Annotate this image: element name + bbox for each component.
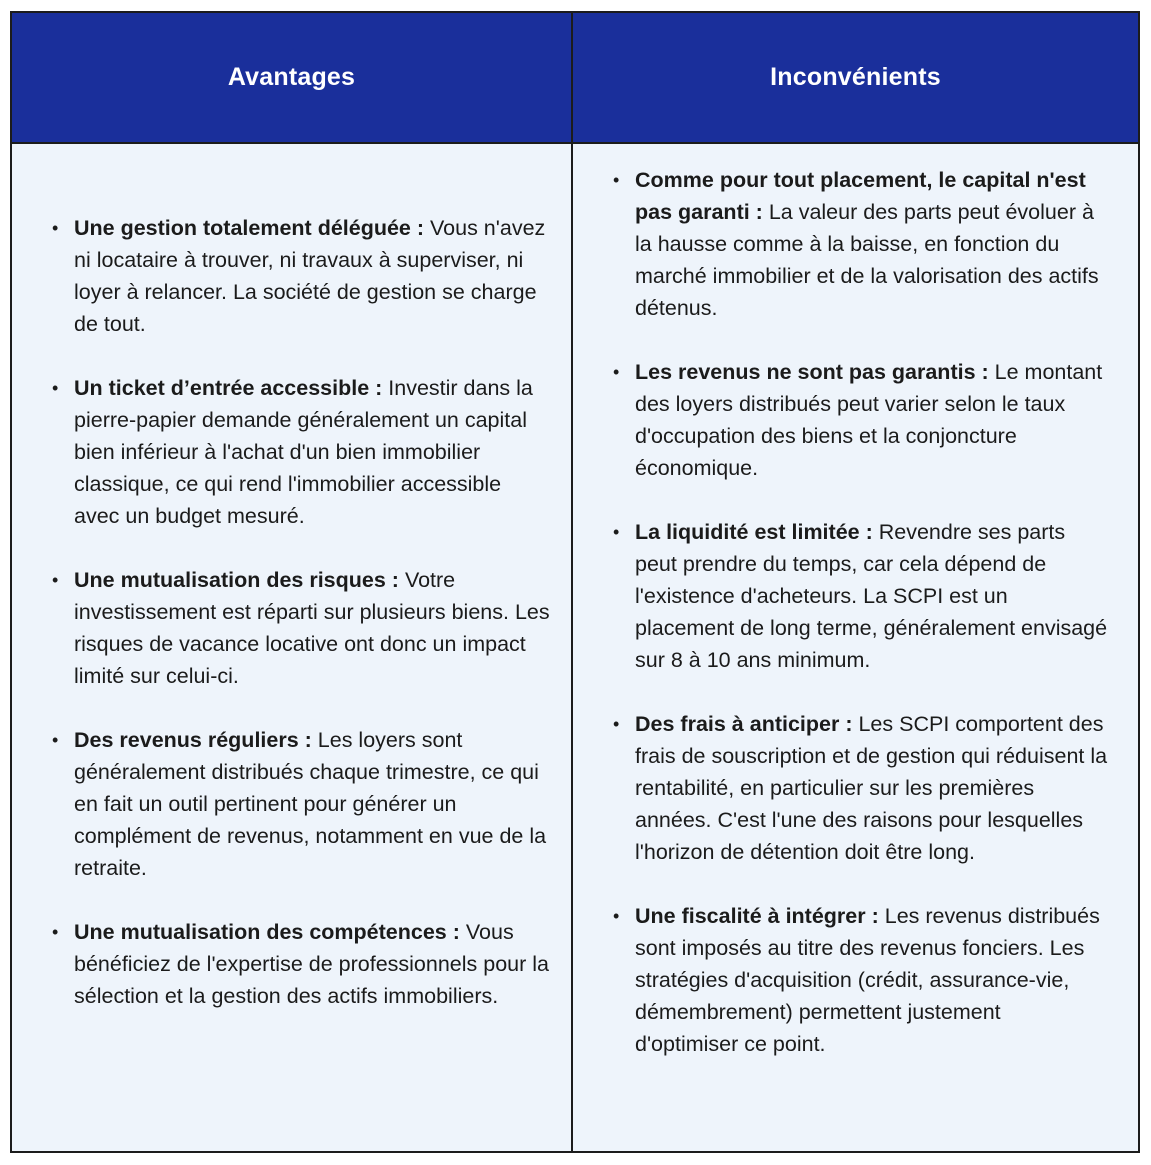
item-text: Les revenus distribués sont imposés au titre des revenus fonciers. Les stratégies d'acquisition (crédit, assurance-vie, démembrement) permettent justement d'optimiser ce point. [635,904,1100,1056]
item-title: Comme pour tout placement, le capital n'est pas garanti [635,168,1086,224]
list-item: • Un ticket d’entrée accessible : Investir dans la pierre-papier demande généralement un capital bien inférieur à l'achat d'un bien immobilier classique, ce qui rend l'immobilier accessible avec un budget mesuré. [52,372,551,532]
bullet-icon: • [613,362,620,382]
item-title: Une mutualisation des compétences [74,920,447,944]
bullet-icon: • [613,522,620,542]
bullet-icon: • [613,714,620,734]
list-item: • Une mutualisation des risques : Votre investissement est réparti sur plusieurs biens. Les risques de vacance locative ont donc un impact limité sur celui-ci. [52,564,551,692]
bullet-icon: • [52,922,59,942]
item-text: Le montant des loyers distribués peut varier selon le taux d'occupation des biens et la conjoncture économique. [635,360,1103,480]
item-text: Vous bénéficiez de l'expertise de professionnels pour la sélection et la gestion des actifs immobiliers. [74,920,550,1008]
item-text: Vous n'avez ni locataire à trouver, ni travaux à superviser, ni loyer à relancer. La société de gestion se charge de tout. [74,216,546,336]
bullet-icon: • [52,218,59,238]
comparison-table [10,11,1140,1153]
bullet-icon: • [52,730,59,750]
item-text: La valeur des parts peut évoluer à la hausse comme à la baisse, en fonction du marché immobilier et de la valorisation des actifs détenus. [635,200,1099,320]
item-title: Une gestion totalement déléguée [74,216,411,240]
inconvenients-list [613,164,1108,1060]
inconvenients-column [573,144,1138,1151]
list-item: • Des frais à anticiper : Les SCPI comportent des frais de souscription et de gestion qui réduisent la rentabilité, en particulier sur les premières années. C'est l'une des raisons pour lesquelles l'horizon de détention doit être long. [613,708,1108,868]
item-title: Une mutualisation des risques [74,568,386,592]
item-text: Revendre ses parts peut prendre du temps, car cela dépend de l'existence d'acheteurs. La SCPI est un placement de long terme, généralement envisagé sur 8 à 10 ans minimum. [635,520,1108,672]
list-item: • Une fiscalité à intégrer : Les revenus distribués sont imposés au titre des revenus fonciers. Les stratégies d'acquisition (crédit, assurance-vie, démembrement) permettent justement d'optimiser ce point. [613,900,1108,1060]
item-text: Votre investissement est réparti sur plusieurs biens. Les risques de vacance locative ont donc un impact limité sur celui-ci. [74,568,550,688]
item-text: Les SCPI comportent des frais de souscription et de gestion qui réduisent la rentabilité, en particulier sur les premières années. C'est l'une des raisons pour lesquelles l'horizon de détention doit être long. [635,712,1108,864]
item-title: Des revenus réguliers [74,728,299,752]
item-title: La liquidité est limitée [635,520,860,544]
list-item: • Les revenus ne sont pas garantis : Le montant des loyers distribués peut varier selon le taux d'occupation des biens et la conjoncture économique. [613,356,1108,484]
bullet-icon: • [613,170,620,190]
item-text: Investir dans la pierre-papier demande généralement un capital bien inférieur à l'achat d'un bien immobilier classique, ce qui rend l'immobilier accessible avec un budget mesuré. [74,376,533,528]
list-item: • La liquidité est limitée : Revendre ses parts peut prendre du temps, car cela dépend de l'existence d'acheteurs. La SCPI est un placement de long terme, généralement envisagé sur 8 à 10 ans minimum. [613,516,1108,676]
bullet-icon: • [52,570,59,590]
avantages-column [12,144,573,1151]
item-title: Les revenus ne sont pas garantis [635,360,976,384]
list-item: • Une gestion totalement déléguée : Vous n'avez ni locataire à trouver, ni travaux à superviser, ni loyer à relancer. La société de gestion se charge de tout. [52,212,551,340]
header-avantages: Avantages [12,13,573,144]
list-item: • Des revenus réguliers : Les loyers sont généralement distribués chaque trimestre, ce qui en fait un outil pertinent pour générer un complément de revenus, notamment en vue de la retraite. [52,724,551,884]
item-text: Les loyers sont généralement distribués chaque trimestre, ce qui en fait un outil pertinent pour générer un complément de revenus, notamment en vue de la retraite. [74,728,547,880]
list-item: • Une mutualisation des compétences : Vous bénéficiez de l'expertise de professionnels pour la sélection et la gestion des actifs immobiliers. [52,916,551,1012]
bullet-icon: • [613,906,620,926]
bullet-icon: • [52,378,59,398]
avantages-list [52,212,551,1012]
list-item: • Comme pour tout placement, le capital n'est pas garanti : La valeur des parts peut évoluer à la hausse comme à la baisse, en fonction du marché immobilier et de la valorisation des actifs détenus. [613,164,1108,324]
item-title: Des frais à anticiper [635,712,840,736]
item-title: Une fiscalité à intégrer [635,904,866,928]
item-title: Un ticket d’entrée accessible [74,376,370,400]
header-inconvenients: Inconvénients [573,13,1138,144]
